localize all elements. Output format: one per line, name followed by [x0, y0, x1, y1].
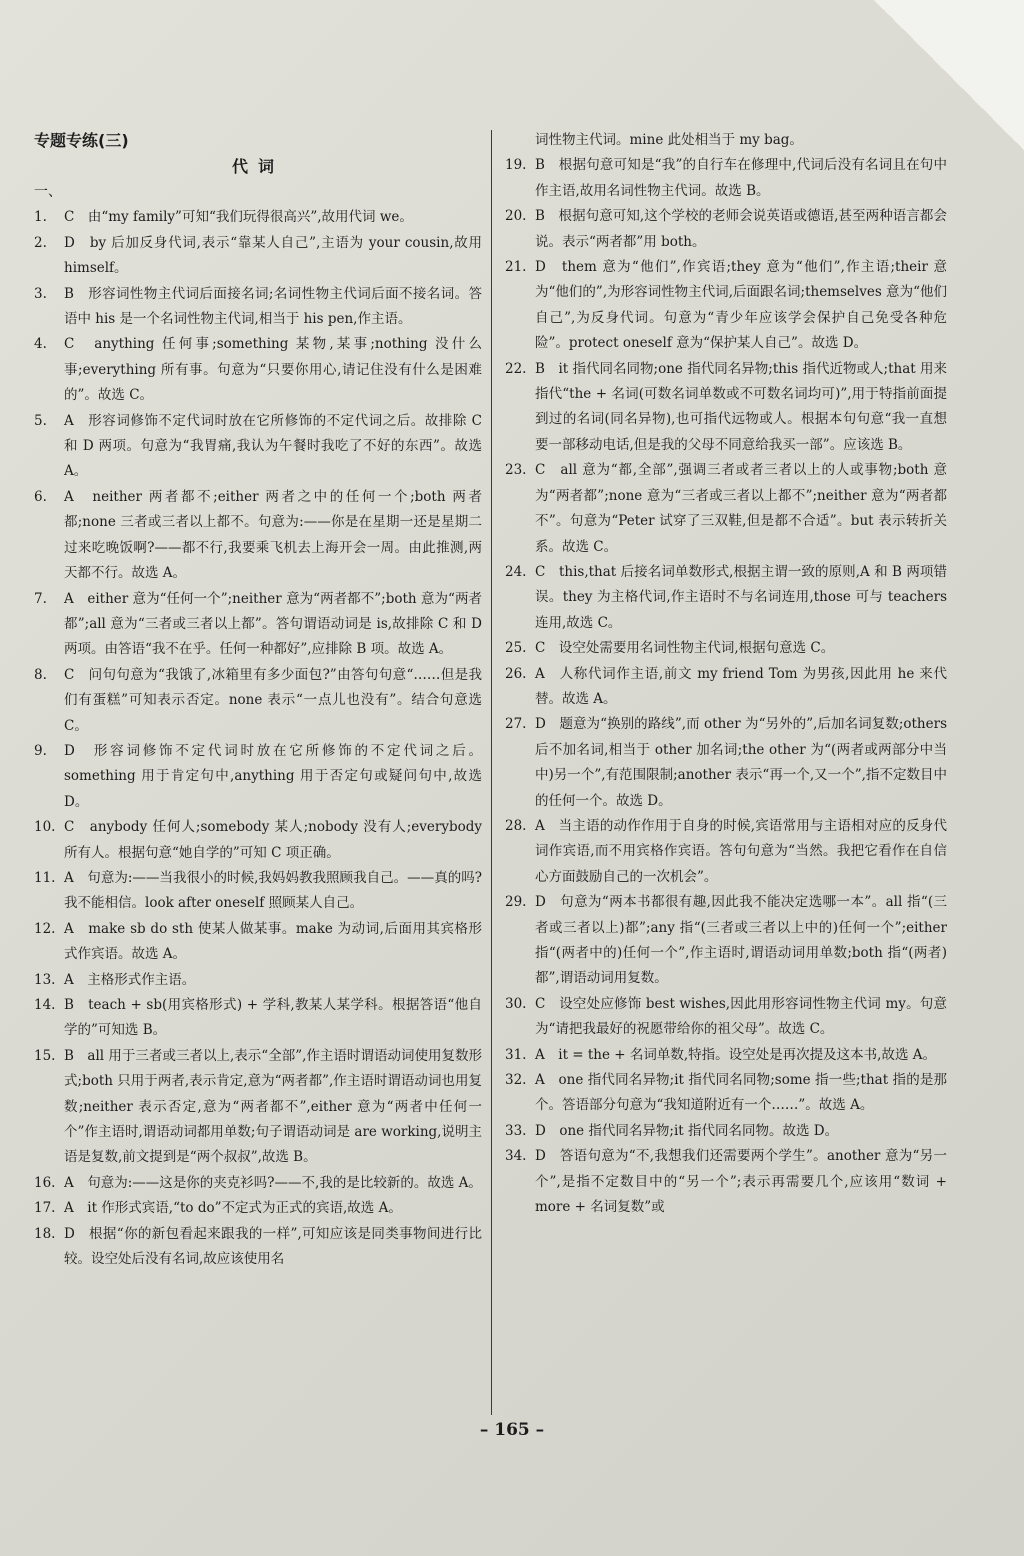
- answer-number: 27.: [505, 716, 527, 733]
- answer-item: [505, 357, 947, 459]
- answer-explanation: A neither 两者都不;either 两者之中的任何一个;both 两者都;none 三者或三者以上都不。句意为:——你是在星期一还是星期二过来吃晚饭啊?——都不行,我要乘飞机去上海开会一周。由此推测,两天都不行。故选 A。: [64, 488, 482, 582]
- answer-item: [34, 815, 482, 866]
- answer-item: [34, 587, 482, 663]
- answer-number: 15.: [34, 1047, 56, 1064]
- answer-explanation: C this,that 后接名词单数形式,根据主谓一致的原则,A 和 B 两项错误。they 为主格代词,作主语时不与名词连用,those 可与 teachers 连用,故选 C。: [535, 563, 947, 631]
- answer-number: 23.: [505, 462, 527, 479]
- answer-number: 5.: [34, 412, 47, 429]
- answer-number: 26.: [505, 665, 527, 682]
- answer-explanation: C 设空处需要用名词性物主代词,根据句意选 C。: [535, 640, 835, 657]
- answer-number: 34.: [505, 1148, 527, 1165]
- answer-item: [34, 205, 482, 230]
- answer-explanation: C 由“my family”可知“我们玩得很高兴”,故用代词 we。: [64, 209, 413, 226]
- answer-item: [34, 1196, 482, 1221]
- answer-explanation: C all 意为“都,全部”,强调三者或者三者以上的人或事物;both 意为“两者都”;none 意为“三者或三者以上都不”;neither 意为“两者都不”。句意为“Peter 试穿了三双鞋,但是都不合适”。but 表示转折关系。故选 C。: [535, 462, 947, 555]
- answer-number: 31.: [505, 1046, 527, 1063]
- page-number: – 165 –: [479, 1420, 545, 1440]
- answer-number: 20.: [505, 208, 527, 225]
- answer-explanation: B all 用于三者或三者以上,表示“全部”,作主语时谓语动词使用复数形式;both 只用于两者,表示肯定,意为“两者都”,作主语时谓语动词也用复数;neither 表示否定,意为“两者都不”,either 意为“两者中任何一个”作主语时,谓语动词都用单数;句子谓语动词是 are working,说明主语是复数,前文提到是“两个叔叔”,故选 B。: [64, 1047, 482, 1166]
- answer-explanation: D 答语句意为“不,我想我们还需要两个学生”。another 意为“另一个”,是指不定数目中的“另一个”;表示再需要几个,应该用“数词 + more + 名词复数”或: [535, 1148, 947, 1216]
- answer-number: 8.: [34, 666, 47, 683]
- answer-item: [34, 332, 482, 408]
- answer-item: [505, 1043, 947, 1068]
- answer-explanation: A 形容词修饰不定代词时放在它所修饰的不定代词之后。故排除 C 和 D 两项。句意为“我胃痛,我认为午餐时我吃了不好的东西”。故选 A。: [64, 412, 482, 480]
- answer-explanation: A make sb do sth 使某人做某事。make 为动词,后面用其宾格形式作宾语。故选 A。: [64, 920, 482, 963]
- answer-explanation: C 问句句意为“我饿了,冰箱里有多少面包?”由答句句意“……但是我们有蛋糕”可知表示否定。none 表示“一点儿也没有”。结合句意选 C。: [64, 666, 482, 734]
- answer-explanation: A 人称代词作主语,前文 my friend Tom 为男孩,因此用 he 来代替。故选 A。: [535, 665, 947, 707]
- answer-number: 33.: [505, 1122, 527, 1139]
- answer-number: 1.: [34, 209, 47, 226]
- answer-number: 4.: [34, 336, 47, 353]
- answer-explanation: D 根据“你的新包看起来跟我的一样”,可知应该是同类事物间进行比较。设空处后没有名词,故应该使用名: [64, 1225, 482, 1268]
- answer-explanation: D 句意为“两本书都很有趣,因此我不能决定选哪一本”。all 指“(三者或三者以上)都”;any 指“(三者或三者以上中的)任何一个”;either 指“(两者中的)任何一个”,作主语时,谓语动词用单数;both 指“(两者)都”,谓语动词用复数。: [535, 894, 947, 987]
- right-column: [505, 128, 947, 1220]
- answer-item: [34, 866, 482, 917]
- part-label: 一、: [34, 184, 62, 200]
- answer-number: 17.: [34, 1200, 56, 1217]
- answer-number: 12.: [34, 920, 56, 937]
- answer-explanation: B 根据句意可知,这个学校的老师会说英语或德语,甚至两种语言都会说。表示“两者都”用 both。: [535, 208, 947, 250]
- answer-number: 22.: [505, 360, 527, 377]
- answer-item: [505, 1119, 947, 1144]
- answer-number: 24.: [505, 563, 527, 580]
- answer-number: 25.: [505, 640, 527, 657]
- answer-number: 2.: [34, 234, 47, 251]
- answer-explanation: A it 作形式宾语,“to do”不定式为正式的宾语,故选 A。: [64, 1200, 402, 1217]
- answer-item: [34, 231, 482, 282]
- answer-item: [505, 153, 947, 204]
- answer-number: 7.: [34, 590, 47, 607]
- answer-explanation: B it 指代同名同物;one 指代同名异物;this 指代近物或人;that 用来指代“the + 名词(可数名词单数或不可数名词均可)”,用于特指前面提到过的名词(同名异物),也可指代远物或人。根据本句句意“我一直想要一部移动电话,但是我的父母不同意给我买一部”。应该选 B。: [535, 360, 947, 453]
- answer-explanation: A either 意为“任何一个”;neither 意为“两者都不”;both 意为“两者都”;all 意为“三者或三者以上都”。答句谓语动词是 is,故排除 C 和 D 两项。由答语“我不在乎。任何一种都好”,应排除 B 项。故选 A。: [64, 590, 482, 658]
- answer-explanation: A one 指代同名异物;it 指代同名同物;some 指一些;that 指的是那个。答语部分句意为“我知道附近有一个……”。故选 A。: [535, 1072, 947, 1114]
- continuation-text: 词性物主代词。mine 此处相当于 my bag。: [535, 132, 803, 148]
- answer-explanation: C 设空处应修饰 best wishes,因此用形容词性物主代词 my。句意为“请把我最好的祝愿带给你的祖父母”。故选 C。: [535, 995, 947, 1038]
- answer-list-left: [34, 205, 482, 1272]
- answer-number: 32.: [505, 1072, 527, 1089]
- answer-explanation: D one 指代同名异物;it 指代同名同物。故选 D。: [535, 1122, 839, 1139]
- answer-number: 28.: [505, 817, 527, 834]
- answer-explanation: A 当主语的动作作用于自身的时候,宾语常用与主语相对应的反身代词作宾语,而不用宾格作宾语。答句句意为“当然。我把它看作在自信心方面鼓励自己的一次机会”。: [535, 817, 947, 885]
- left-column: [34, 128, 482, 1272]
- answer-number: 11.: [34, 869, 56, 886]
- answer-item: [505, 204, 947, 255]
- answer-number: 13.: [34, 971, 56, 988]
- answer-item: [505, 636, 947, 661]
- answer-item: [505, 814, 947, 890]
- answer-item: [505, 1068, 947, 1119]
- answer-explanation: A 句意为:——当我很小的时候,我妈妈教我照顾我自己。——真的吗?我不能相信。look after oneself 照顾某人自己。: [64, 869, 482, 912]
- answer-item: [34, 739, 482, 815]
- answer-number: 9.: [34, 742, 47, 759]
- answer-item: [34, 1171, 482, 1196]
- answer-list-right: [505, 153, 947, 1220]
- answer-explanation: A 句意为:——这是你的夹克衫吗?——不,我的是比较新的。故选 A。: [64, 1174, 482, 1191]
- column-divider: [491, 130, 492, 1415]
- answer-number: 18.: [34, 1225, 56, 1242]
- answer-item: [505, 1144, 947, 1220]
- answer-item: [34, 917, 482, 968]
- answer-item: [505, 560, 947, 636]
- section-title: 专题专练(三): [34, 131, 129, 150]
- answer-explanation: D them 意为“他们”,作宾语;they 意为“他们”,作主语;their 意为“他们的”,为形容词性物主代词,后面跟名词;themselves 意为“他们自己”,为反身代词。句意为“青少年应该学会保护自己免受各种危险”。protect oneself 意为“保护某人自己”。故选 D。: [535, 259, 947, 352]
- answer-explanation: A 主格形式作主语。: [64, 971, 196, 988]
- answer-item: [505, 992, 947, 1043]
- answer-explanation: C anybody 任何人;somebody 某人;nobody 没有人;everybody 所有人。根据句意“她自学的”可知 C 项正确。: [64, 819, 482, 861]
- answer-number: 3.: [34, 285, 47, 302]
- answer-number: 6.: [34, 488, 47, 505]
- answer-number: 19.: [505, 157, 527, 174]
- answer-item: [34, 663, 482, 739]
- answer-number: 16.: [34, 1174, 56, 1191]
- answer-item: [505, 712, 947, 814]
- answer-item: [34, 485, 482, 587]
- topic-title: 代词: [231, 157, 284, 176]
- answer-number: 14.: [34, 997, 56, 1013]
- answer-explanation: D 题意为“换别的路线”,而 other 为“另外的”,后加名词复数;others 后不加名词,相当于 other 加名词;the other 为“(两者或两部分中当中)另一个”,有范围限制;another 表示“再一个,又一个”,指不定数目中的任何一个。故选 D。: [535, 716, 947, 809]
- answer-item: [505, 662, 947, 713]
- answer-explanation: A it = the + 名词单数,特指。设空处是再次提及这本书,故选 A。: [535, 1046, 937, 1063]
- answer-explanation: B 形容词性物主代词后面接名词;名词性物主代词后面不接名词。答语中 his 是一个名词性物主代词,相当于 his pen,作主语。: [64, 285, 482, 328]
- answer-item: [505, 458, 947, 560]
- answer-number: 30.: [505, 995, 527, 1012]
- answer-number: 29.: [505, 894, 527, 911]
- answer-explanation: B teach + sb(用宾格形式) + 学科,教某人某学科。根据答语“他自学的”可知选 B。: [64, 997, 482, 1039]
- answer-number: 21.: [505, 259, 527, 276]
- answer-item: [34, 282, 482, 333]
- answer-explanation: D 形容词修饰不定代词时放在它所修饰的不定代词之后。something 用于肯定句中,anything 用于否定句或疑问句中,故选 D。: [64, 742, 482, 810]
- answer-explanation: D by 后加反身代词,表示“靠某人自己”,主语为 your cousin,故用 himself。: [64, 234, 482, 277]
- answer-item: [34, 1222, 482, 1273]
- answer-item: [34, 1044, 482, 1171]
- answer-number: 10.: [34, 819, 56, 836]
- answer-item: [34, 968, 482, 993]
- answer-explanation: B 根据句意可知是“我”的自行车在修理中,代词后没有名词且在句中作主语,故用名词性物主代词。故选 B。: [535, 157, 947, 199]
- answer-item: [34, 993, 482, 1044]
- answer-item: [505, 255, 947, 357]
- answer-item: [505, 890, 947, 992]
- answer-item: [34, 409, 482, 485]
- answer-explanation: C anything 任何事;something 某物,某事;nothing 没什么事;everything 所有事。句意为“只要你用心,请记住没有什么是困难的”。故选 C。: [64, 336, 482, 404]
